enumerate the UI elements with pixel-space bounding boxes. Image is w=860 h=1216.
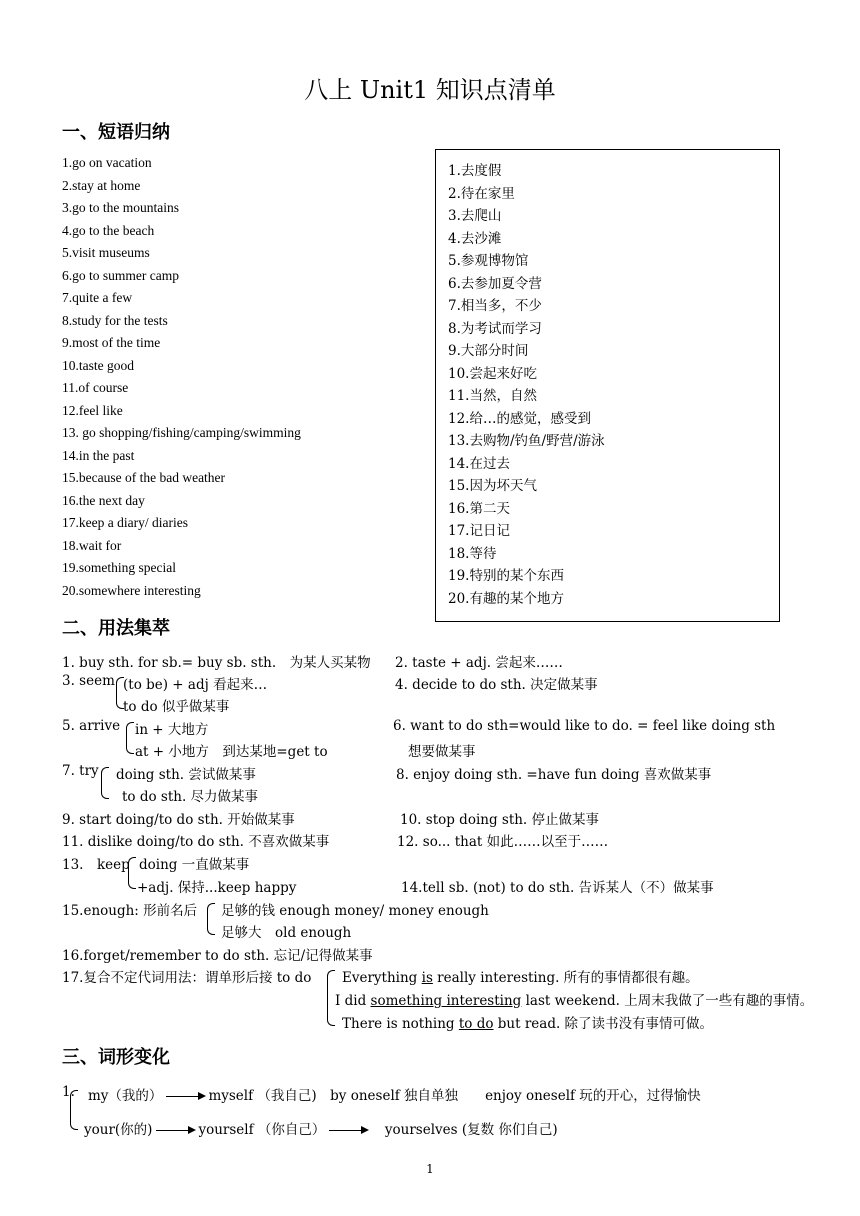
list-item: 16.the next day (62, 492, 145, 508)
list-item: 6.去参加夏令营 (448, 275, 542, 292)
list-item: 17.记日记 (448, 523, 510, 539)
list-item: 13.去购物/钓鱼/野营/游泳 (448, 433, 605, 449)
list-item: 20.有趣的某个地方 (448, 590, 564, 607)
list-item: 7.相当多，不少 (448, 298, 542, 314)
arrow-right-icon (156, 1130, 194, 1131)
list-item: 20.somewhere interesting (62, 582, 201, 598)
list-item: 10.尝起来好吃 (448, 365, 537, 382)
usage-item: to do sth. 尽力做某事 (122, 789, 259, 805)
list-item: 3.go to the mountains (62, 200, 179, 215)
usage-item: 想要做某事 (408, 744, 476, 760)
usage-item: (to be) + adj 看起来… (123, 677, 268, 693)
section-heading-usage: 二、用法集萃 (62, 618, 170, 639)
example-sentence: I did something interesting last weekend. 上周末我做了一些有趣的事情。 (335, 993, 814, 1009)
section-heading-word-forms: 三、词形变化 (62, 1047, 170, 1068)
list-item: 17.keep a diary/ diaries (62, 515, 188, 530)
usage-item: 1. buy sth. for sb.= buy sb. sth. 为某人买某物 (62, 655, 371, 671)
word-form-row: my（我的） myself （我自己) by oneself 独自单独 enjoy oneself 玩的开心，过得愉快 (88, 1088, 701, 1104)
usage-label: 13. keep (62, 857, 130, 873)
usage-item: at + 小地方 到达某地=get to (135, 744, 328, 760)
usage-label: 3. seem (62, 673, 115, 689)
list-item: 18.等待 (448, 545, 497, 562)
list-item: 2.stay at home (62, 177, 141, 193)
list-item: 11.of course (62, 380, 129, 395)
usage-label: 15.enough: 形前名后 (62, 903, 198, 919)
usage-label: 5. arrive (62, 718, 121, 734)
usage-item: 11. dislike doing/to do sth. 不喜欢做某事 (62, 834, 330, 850)
usage-item: 9. start doing/to do sth. 开始做某事 (62, 812, 295, 828)
usage-label: 7. try (62, 763, 99, 779)
list-item: 10.taste good (62, 357, 134, 373)
usage-item: 足够的钱 enough money/ money enough (221, 903, 489, 919)
brace-icon (128, 857, 136, 889)
list-item: 3.去爬山 (448, 208, 502, 224)
list-item: 14.in the past (62, 447, 135, 463)
list-item: 13. go shopping/fishing/camping/swimming (62, 425, 301, 440)
usage-item: 10. stop doing sth. 停止做某事 (400, 812, 600, 828)
page-number: 1 (426, 1162, 434, 1176)
usage-item: doing sth. 尝试做某事 (116, 767, 256, 783)
brace-icon (70, 1090, 78, 1130)
brace-icon (327, 970, 335, 1026)
list-item: 6.go to summer camp (62, 267, 179, 283)
usage-item: 16.forget/remember to do sth. 忘记/记得做某事 (62, 948, 373, 964)
usage-item: to do 似乎做某事 (123, 699, 230, 715)
usage-label: 17.复合不定代词用法：谓单形后接 to do (62, 970, 312, 986)
list-item: 19.特别的某个东西 (448, 568, 564, 584)
list-item: 5.参观博物馆 (448, 253, 529, 269)
list-item: 8.study for the tests (62, 312, 168, 328)
list-item: 9.most of the time (62, 335, 161, 350)
list-item: 9.大部分时间 (448, 343, 529, 359)
list-item: 5.visit museums (62, 245, 150, 260)
usage-item: in + 大地方 (135, 722, 209, 738)
arrow-right-icon (166, 1096, 204, 1097)
list-item: 4.go to the beach (62, 222, 155, 238)
list-item: 2.待在家里 (448, 185, 515, 202)
usage-item: 12. so... that 如此……以至于…… (397, 834, 609, 850)
item-number: 1. (62, 1084, 75, 1100)
list-item: 4.去沙滩 (448, 230, 502, 247)
list-item: 16.第二天 (448, 500, 510, 517)
list-item: 12.给…的感觉，感受到 (448, 410, 591, 427)
usage-item: doing 一直做某事 (139, 857, 250, 873)
brace-icon (101, 767, 109, 799)
usage-item: 14.tell sb. (not) to do sth. 告诉某人（不）做某事 (401, 880, 714, 896)
example-sentence: There is nothing to do but read. 除了读书没有事情可做。 (342, 1016, 714, 1032)
usage-item: +adj. 保持...keep happy (137, 880, 297, 896)
usage-item: 足够大 old enough (221, 925, 352, 941)
brace-icon (126, 722, 134, 754)
usage-item: 8. enjoy doing sth. =have fun doing 喜欢做某事 (396, 767, 712, 783)
usage-item: 4. decide to do sth. 决定做某事 (395, 677, 598, 693)
list-item: 7.quite a few (62, 290, 133, 305)
example-sentence: Everything is really interesting. 所有的事情都很有趣。 (342, 970, 699, 986)
list-item: 8.为考试而学习 (448, 320, 542, 337)
list-item: 18.wait for (62, 537, 122, 553)
usage-item: 6. want to do sth=would like to do. = feel like doing sth (393, 718, 776, 734)
list-item: 15.because of the bad weather (62, 470, 226, 485)
list-item: 1.去度假 (448, 163, 502, 179)
arrow-right-icon (329, 1130, 367, 1131)
word-form-row: your(你的) yourself （你自己） yourselves (复数 你们自己) (84, 1122, 558, 1138)
page-title: 八上 Unit1 知识点清单 (304, 76, 556, 104)
list-item: 14.在过去 (448, 455, 510, 472)
list-item: 15.因为坏天气 (448, 478, 537, 494)
list-item: 19.something special (62, 560, 176, 575)
list-item: 1.go on vacation (62, 155, 152, 170)
list-item: 11.当然，自然 (448, 388, 537, 404)
phrase-box-chinese (435, 149, 780, 622)
usage-item: 2. taste + adj. 尝起来…… (395, 655, 563, 671)
brace-icon (207, 903, 215, 935)
section-heading-phrases: 一、短语归纳 (62, 122, 170, 143)
list-item: 12.feel like (62, 402, 123, 418)
